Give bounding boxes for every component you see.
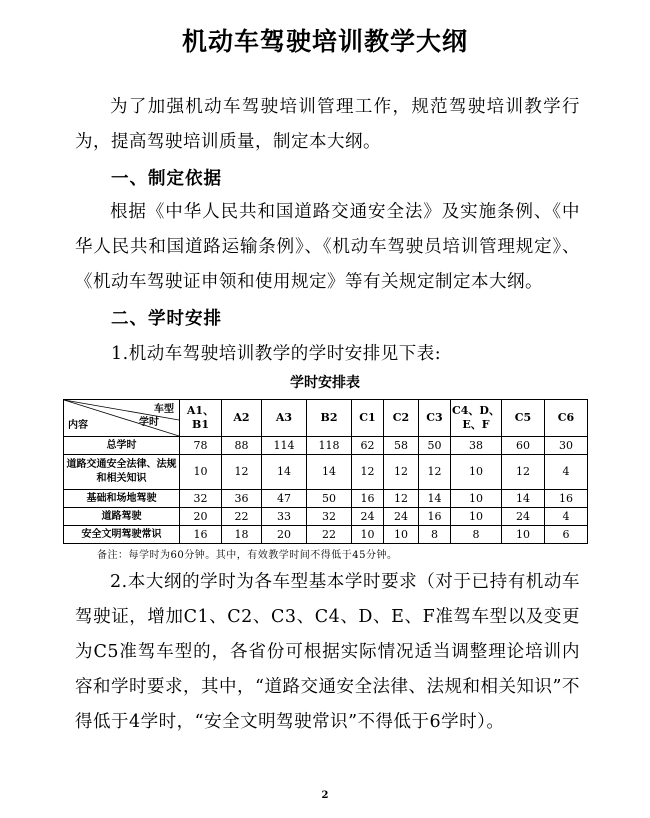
table-cell: 8	[451, 526, 502, 544]
table-cell: 16	[419, 508, 451, 526]
table-cell: 14	[307, 455, 352, 490]
table-cell: 36	[222, 490, 262, 508]
table-cell: 14	[502, 490, 545, 508]
column-header: C2	[384, 400, 419, 437]
table-cell: 10	[451, 455, 502, 490]
table-cell: 47	[262, 490, 307, 508]
table-cell: 18	[222, 526, 262, 544]
table-cell: 6	[545, 526, 588, 544]
row-label: 总学时	[64, 437, 180, 455]
table-cell: 32	[307, 508, 352, 526]
table-cell: 10	[384, 526, 419, 544]
page-number: 2	[321, 790, 329, 801]
table-cell: 58	[384, 437, 419, 455]
section2-item2: 2.本大纲的学时为各车型基本学时要求（对于已持有机动车驾驶证，增加C1、C2、C3、C4、D、E、F准驾车型以及变更为C5准驾车型的，各省份可根据实际情况适当调整理论培训内容和学时要求，其中，“道路交通安全法律、法规和相关知识”不得低于4学时，“安全文明驾驶常识”不得低于6学时）。	[75, 572, 580, 732]
table-corner-cell	[64, 400, 180, 437]
table-cell: 22	[222, 508, 262, 526]
table-cell: 14	[262, 455, 307, 490]
table-cell: 12	[352, 455, 384, 490]
intro-paragraph: 为了加强机动车驾驶培训管理工作，规范驾驶培训教学行为，提高驾驶培训质量，制定本大纲。	[75, 97, 580, 152]
table-cell: 33	[262, 508, 307, 526]
column-header: C1	[352, 400, 384, 437]
table-cell: 14	[419, 490, 451, 508]
row-label: 基础和场地驾驶	[64, 490, 180, 508]
corner-label-vehicle: 车型	[154, 404, 174, 415]
hours-table	[63, 399, 588, 544]
table-cell: 10	[451, 490, 502, 508]
column-header: B2	[307, 400, 352, 437]
table-cell: 10	[502, 526, 545, 544]
table-cell: 12	[222, 455, 262, 490]
column-header: A3	[262, 400, 307, 437]
table-cell: 10	[352, 526, 384, 544]
table-title: 学时安排表	[290, 375, 360, 391]
table-cell: 50	[307, 490, 352, 508]
table-cell: 32	[180, 490, 222, 508]
table-cell: 12	[419, 455, 451, 490]
corner-label-content: 内容	[68, 420, 88, 431]
column-header: C6	[545, 400, 588, 437]
table-cell: 118	[307, 437, 352, 455]
table-cell: 4	[545, 455, 588, 490]
table-cell: 38	[451, 437, 502, 455]
table-cell: 12	[384, 455, 419, 490]
section1-paragraph: 根据《中华人民共和国道路交通安全法》及实施条例、《中华人民共和国道路运输条例》、《机动车驾驶员培训管理规定》、《机动车驾驶证申领和使用规定》等有关规定制定本大纲。	[75, 202, 580, 292]
table-cell: 60	[502, 437, 545, 455]
table-cell: 20	[180, 508, 222, 526]
table-cell: 22	[307, 526, 352, 544]
column-header: C3	[419, 400, 451, 437]
table-cell: 12	[502, 455, 545, 490]
table-cell: 114	[262, 437, 307, 455]
table-header-row	[64, 400, 588, 437]
section1-heading: 一、制定依据	[111, 169, 222, 189]
corner-label-hours: 学时	[139, 417, 159, 428]
table-cell: 8	[419, 526, 451, 544]
table-cell: 12	[384, 490, 419, 508]
table-cell: 30	[545, 437, 588, 455]
table-cell: 10	[451, 508, 502, 526]
row-label: 道路交通安全法律、法规和相关知识	[64, 455, 180, 490]
table-cell: 10	[180, 455, 222, 490]
table-row	[64, 437, 588, 455]
table-cell: 20	[262, 526, 307, 544]
table-row	[64, 508, 588, 526]
column-header: C5	[502, 400, 545, 437]
document-title: 机动车驾驶培训教学大纲	[181, 27, 468, 56]
table-cell: 16	[352, 490, 384, 508]
table-cell: 16	[545, 490, 588, 508]
column-header: A2	[222, 400, 262, 437]
table-row	[64, 490, 588, 508]
table-note: 备注：每学时为60分钟。其中，有效教学时间不得低于45分钟。	[97, 550, 398, 561]
row-label: 道路驾驶	[64, 508, 180, 526]
table-cell: 4	[545, 508, 588, 526]
table-cell: 88	[222, 437, 262, 455]
table-cell: 24	[502, 508, 545, 526]
section2-item1: 1.机动车驾驶培训教学的学时安排见下表:	[111, 344, 442, 364]
table-row	[64, 455, 588, 490]
row-label: 安全文明驾驶常识	[64, 526, 180, 544]
column-header: C4、D、E、F	[451, 400, 502, 437]
table-cell: 24	[352, 508, 384, 526]
table-cell: 16	[180, 526, 222, 544]
table-row	[64, 526, 588, 544]
column-header: A1、B1	[180, 400, 222, 437]
table-cell: 78	[180, 437, 222, 455]
table-cell: 62	[352, 437, 384, 455]
table-cell: 50	[419, 437, 451, 455]
table-cell: 24	[384, 508, 419, 526]
section2-heading: 二、学时安排	[111, 309, 222, 329]
